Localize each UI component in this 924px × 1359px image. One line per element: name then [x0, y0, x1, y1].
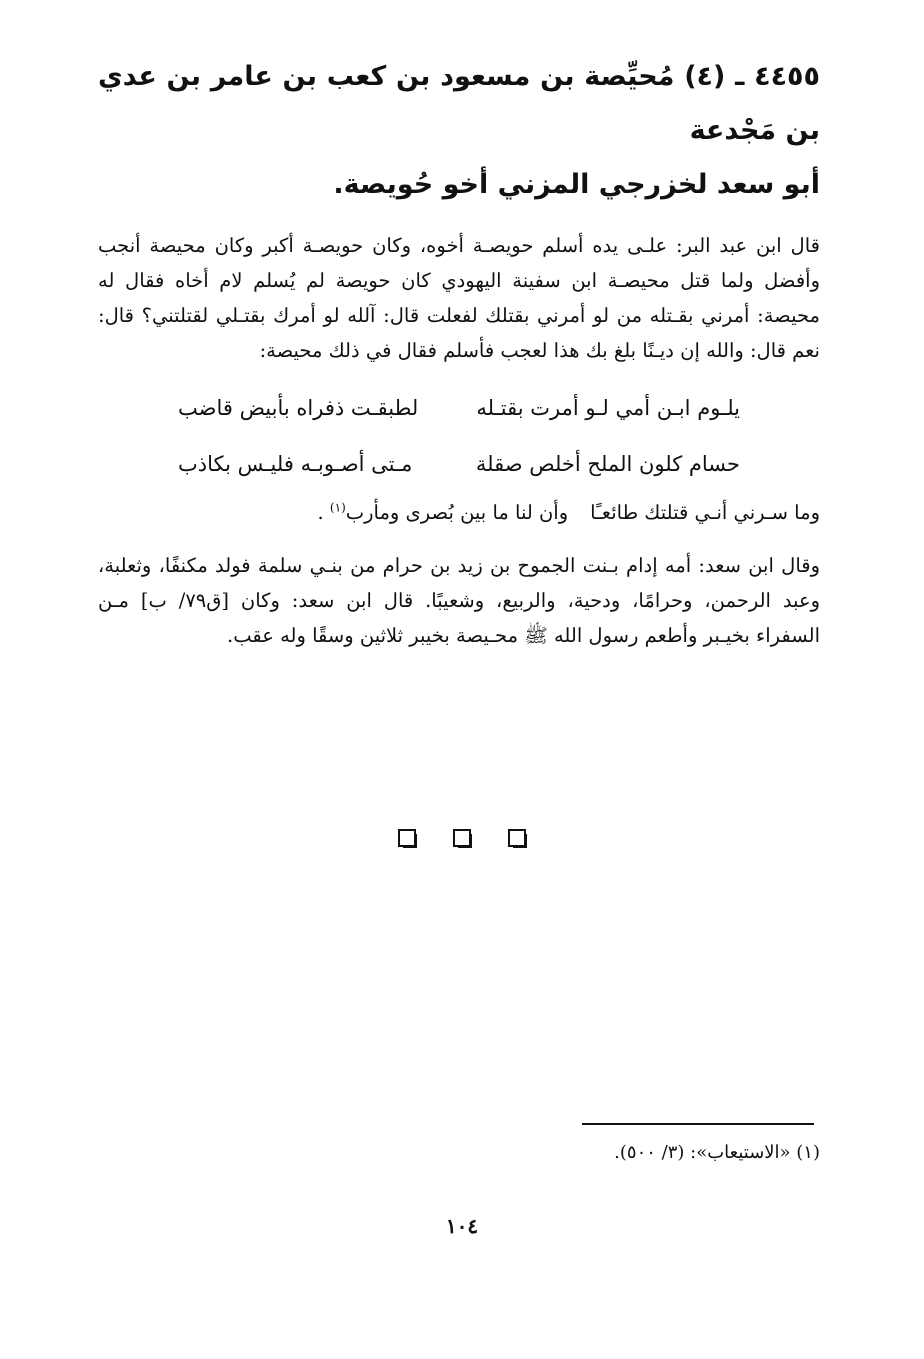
box-icon [453, 829, 472, 848]
paragraph-ibn-abd-al-barr: قال ابن عبد البر: علـى يده أسلم حويصـة أخوه، وكان حويصـة أكبر وكان محيصة أنجب وأفضل ولما قتل محيصـة ابن سفينة اليهودي كان حويصة لم يُسلم لام أخاه فقال له محيصة: أمرني بقـتله من لو أمرني بقتلك لفعلت قال: آلله لو أمرك بقتـلي لقتلتني؟ قال: نعم قال: والله إن ديـنًا بلغ بك هذا لعجب فأسلم فقال في ذلك محيصة: [98, 234, 820, 362]
poem-verse-1 [98, 380, 820, 436]
poem-verse-3 [98, 492, 820, 534]
verse-3-period: . [317, 501, 324, 524]
entry-heading [98, 50, 820, 212]
heading-line-2: أبو سعد لخزرجي المزني أخو حُويصة. [333, 169, 820, 200]
poem [98, 380, 820, 492]
footnote: (١) «الاستيعاب»: (٣/ ٥٠٠). [614, 1142, 820, 1163]
section-divider-ornament [0, 829, 924, 848]
verse-2-second-hemistich: مـتى أصـوبـه فليـس بكاذب [178, 452, 413, 476]
page-body [98, 50, 820, 653]
heading-line-1: ٤٤٥٥ ـ (٤) مُحيِّصة بن مسعود بن كعب بن عامر بن عدي بن مَجْدعة [98, 61, 821, 146]
box-icon [508, 829, 527, 848]
poem-verse-2 [98, 436, 820, 492]
footnote-reference: (١) [329, 500, 346, 515]
footnote-separator [582, 1123, 814, 1125]
verse-1-first-hemistich: يلـوم ابـن أمي لـو أمرت بقتـله [476, 396, 740, 420]
paragraph-ibn-saad: وقال ابن سعد: أمه إدام بـنت الجموح بن زيد بن حرام من بنـي سلمة فولد مكنفًا، وثعلبة، وعبد الرحمن، وحرامًا، ودحية، والربيع، وشعيبًا. قال ابن سعد: وكان [ق٧٩/ ب] مـن السفراء بخيـبر وأطعم رسول الله ﷺ محـيصة بخيبر ثلاثين وسقًا وله عقب. [98, 554, 820, 647]
box-icon [398, 829, 417, 848]
verse-3-first-hemistich: وما سـرني أنـي قتلتك طائعـًا [590, 501, 820, 524]
verse-2-first-hemistich: حسام كلون الملح أخلص صقلة [475, 452, 740, 476]
verse-1-second-hemistich: لطبقـت ذفراه بأبيض قاضب [178, 396, 419, 420]
verse-3-second-hemistich: وأن لنا ما بين بُصرى ومأرب [345, 501, 569, 524]
page-number: ١٠٤ [445, 1214, 479, 1238]
